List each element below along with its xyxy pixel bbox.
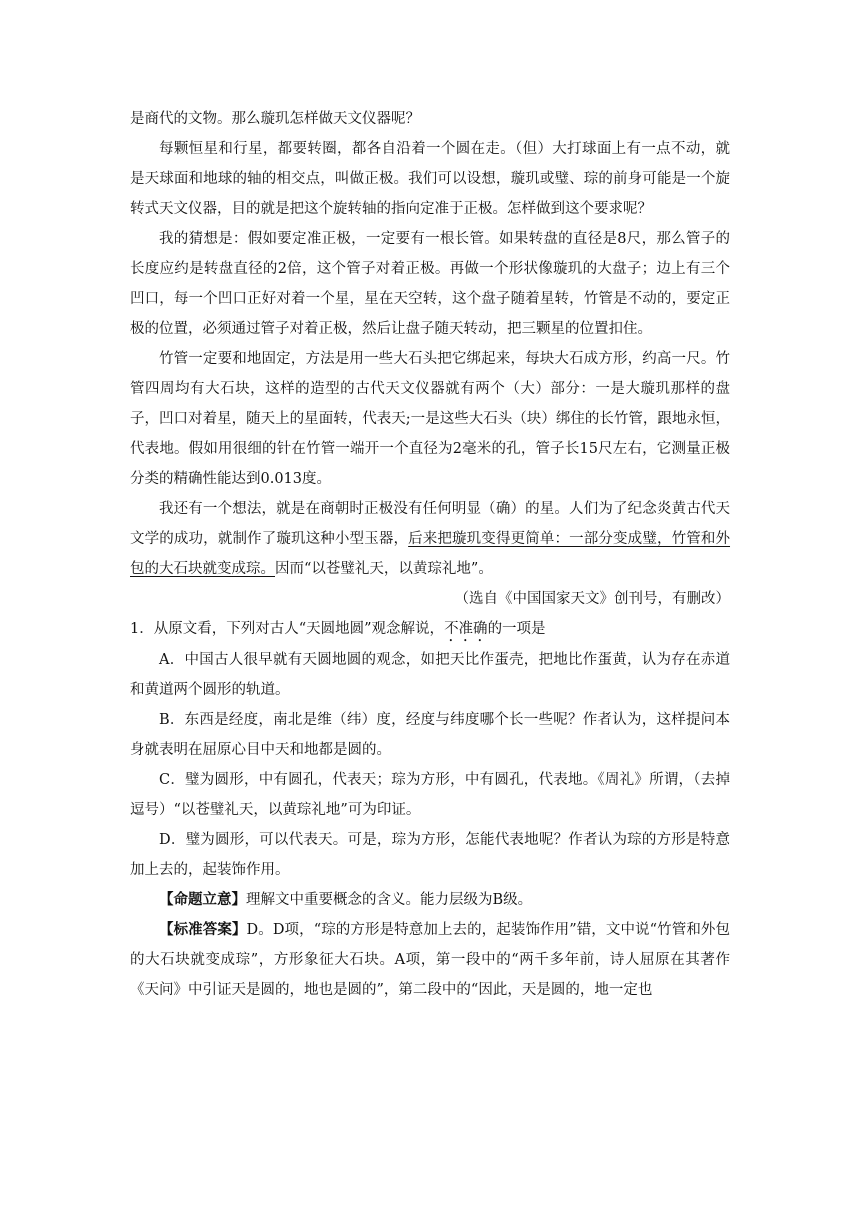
answer-label: 【标准答案】: [159, 921, 247, 938]
passage-paragraph-3: 竹管一定要和地固定，方法是用一些大石头把它绑起来，每块大石成方形，约高一尺。竹管四周均有大石块，这样的造型的古代天文仪器就有两个（大）部分：一是大璇玑那样的盘子，凹口对着星，随天上的星面转，代表天;一是这些大石头（块）绑住的长竹管，跟地永恒，代表地。假如用很细的针在竹管一端开一个直径为2毫米的孔，管子长15尺左右，它测量正极分类的精确性能达到0.013度。: [130, 351, 730, 487]
intent-text: 理解文中重要概念的含义。能力层级为B级。: [246, 892, 533, 908]
question-stem: [130, 614, 730, 645]
emphasized-text: 不准确: [444, 621, 488, 637]
question-stem-start: 1．从原文看，下列对古人“天圆地圆”观念解说，: [130, 621, 445, 637]
underlined-sentence: 后来把璇玑变得更简单：一部分变成璧，竹管和外包的大石块就变成琮。: [130, 531, 731, 577]
passage-paragraph-1: 每颗恒星和行星，都要转圈，都各自沿着一个圆在走。（但）大打球面上有一点不动，就是天球面和地球的轴的相交点，叫做正极。我们可以设想，璇玑或璧、琮的前身可能是一个旋转式天文仪器，目的就是把这个旋转轴的指向定准于正极。怎样做到这个要求呢？: [130, 141, 730, 217]
answer-line: [130, 915, 730, 1005]
option-d: D．璧为圆形，可以代表天。可是，琮为方形，怎能代表地呢？作者认为琮的方形是特意加上去的，起装饰作用。: [130, 832, 730, 878]
answer-text: D。D项，“琮的方形是特意加上去的，起装饰作用”错，文中说“竹管和外包的大石块就变成琮”，方形象征大石块。A项，第一段中的“两千多年前，诗人屈原在其著作《天问》中引证天是圆的，地也是圆的”，第二段中的“因此，天是圆的，地一定也: [130, 922, 730, 998]
passage-paragraph-4: [130, 494, 730, 584]
passage-paragraph-4-start: 我还有一个想法，就是在商朝时正极没有任何明显（确）的星。人们为了纪念炎黄古代天文学的成功，就制作了璇玑这种小型玉器，: [130, 501, 730, 547]
passage-paragraph-0: 是商代的文物。那么璇玑怎样做天文仪器呢？: [130, 111, 420, 127]
passage-paragraph-2: 我的猜想是：假如要定准正极，一定要有一根长管。如果转盘的直径是8尺，那么管子的长度应约是转盘直径的2倍，这个管子对着正极。再做一个形状像璇玑的大盘子；边上有三个凹口，每一个凹口正好对着一个星，星在天空转，这个盘子随着星转，竹管是不动的，要定正极的位置，必须通过管子对着正极，然后让盘子随天转动，把三颗星的位置扣住。: [130, 231, 730, 337]
option-c: C．璧为圆形，中有圆孔，代表天；琮为方形，中有圆孔，代表地。《周礼》所谓，（去掉逗号）“以苍璧礼天，以黄琮礼地”可为印证。: [130, 772, 730, 818]
source-citation: （选自《中国国家天文》创刊号，有删改）: [454, 591, 730, 607]
question-stem-end: 的一项是: [487, 621, 546, 637]
passage-paragraph-4-end: 因而“以苍璧礼天，以黄琮礼地”。: [275, 561, 493, 577]
option-a: A．中国古人很早就有天圆地圆的观念，如把天比作蛋壳，把地比作蛋黄，认为存在赤道和黄道两个圆形的轨道。: [130, 652, 730, 698]
intent-label: 【命题立意】: [159, 891, 246, 908]
document-body: [130, 104, 730, 1005]
intent-line: [130, 885, 730, 915]
option-b: B．东西是经度，南北是维（纬）度，经度与纬度哪个长一些呢？作者认为，这样提问本身就表明在屈原心目中天和地都是圆的。: [130, 712, 730, 758]
